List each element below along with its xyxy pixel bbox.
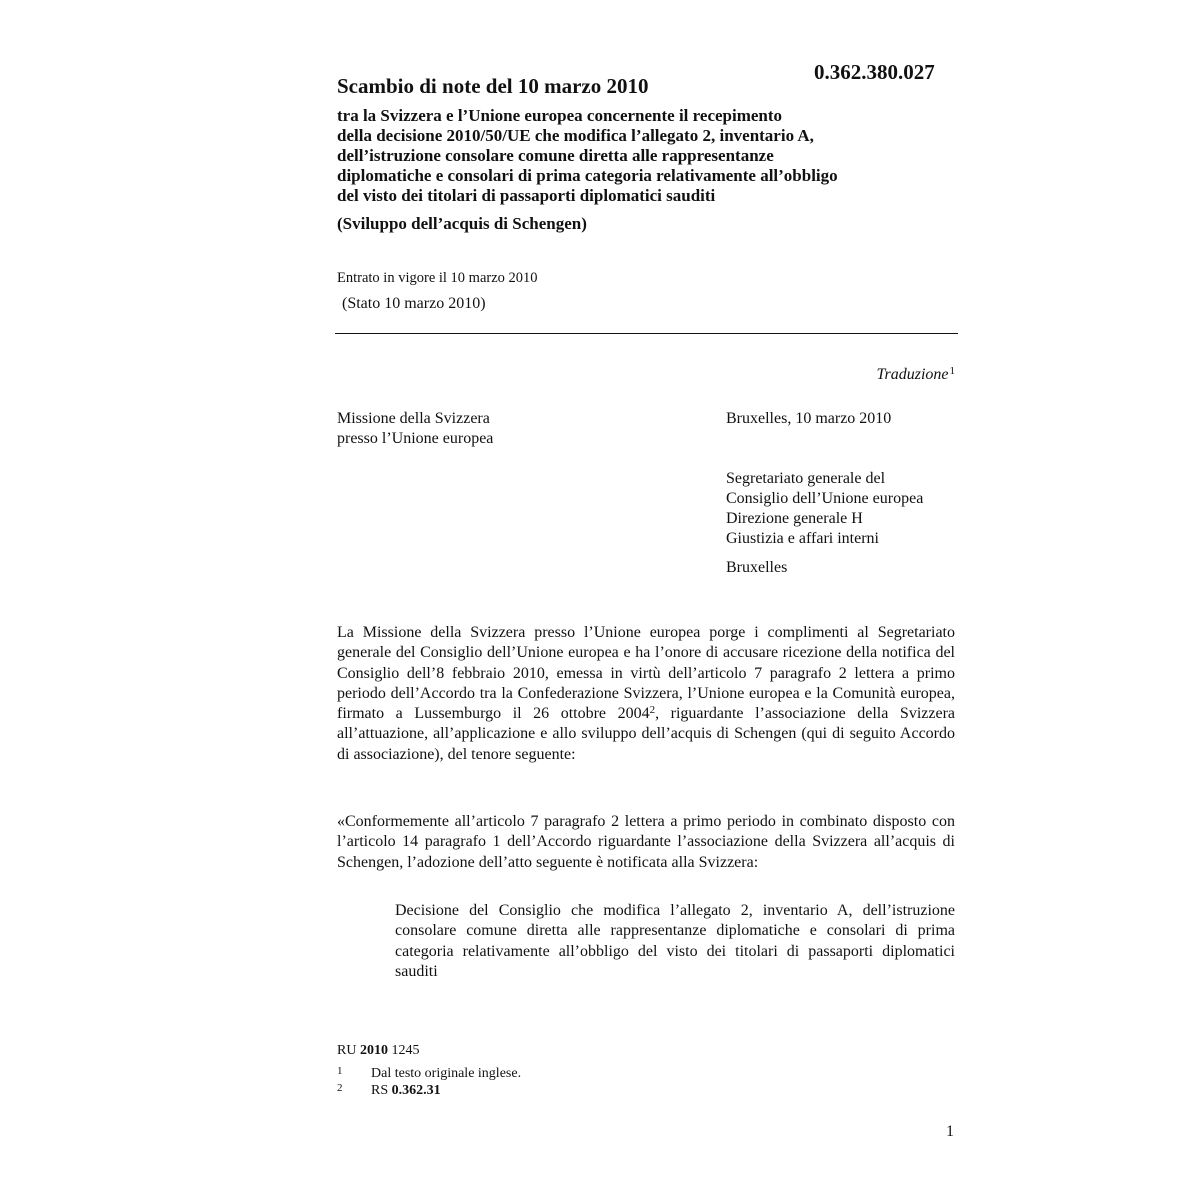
- footnote-number: 2: [337, 1082, 343, 1094]
- body-paragraph-2: «Conformemente all’articolo 7 paragrafo 2 lettera a primo periodo in combinato disposto con l’articolo 14 paragrafo 1 dell’Accordo riguardante l’associazione della Svizzera all’acquis di Schengen, l’adozione dell’atto seguente è notificata alla Svizzera:: [337, 813, 955, 871]
- footnote-text: RS: [371, 1083, 392, 1098]
- subtitle-line: del visto dei titolari di passaporti diplomatici sauditi: [337, 186, 716, 205]
- official-compilation-ref: [337, 1043, 419, 1059]
- footnote-2: [337, 1080, 441, 1099]
- document-subtitle: [337, 106, 967, 206]
- ru-year: 2010: [359, 1043, 388, 1058]
- footnote-text: Dal testo originale inglese.: [371, 1066, 522, 1081]
- sender-line: Missione della Svizzera: [337, 410, 490, 427]
- recipient-line: Consiglio dell’Unione europea: [726, 490, 924, 507]
- header-divider: [335, 333, 958, 334]
- footnote-number: 1: [337, 1065, 343, 1077]
- document-subtitle-schengen: (Sviluppo dell’acquis di Schengen): [337, 214, 587, 233]
- body-paragraph-1: [337, 623, 955, 765]
- recipient-address: [726, 469, 923, 549]
- ru-prefix: RU: [337, 1043, 357, 1058]
- translation-note: [700, 365, 955, 384]
- entry-into-force: Entrato in vigore il 10 marzo 2010: [337, 270, 538, 286]
- recipient-city: Bruxelles: [726, 559, 788, 576]
- translation-label: Traduzione: [876, 366, 949, 383]
- footnote-ref-bold: 0.362.31: [391, 1083, 441, 1098]
- sr-number: 0.362.380.027: [814, 60, 935, 84]
- subtitle-line: diplomatiche e consolari di prima categoria relativamente all’obbligo: [337, 166, 838, 185]
- subtitle-line: dell’istruzione consolare comune diretta alle rappresentanze: [337, 146, 774, 165]
- footnote-ref-1: 1: [949, 365, 955, 377]
- ru-page: 1245: [391, 1043, 420, 1058]
- status-date: (Stato 10 marzo 2010): [342, 295, 486, 312]
- page-number: 1: [946, 1123, 954, 1140]
- paragraph-text: La Missione della Svizzera presso l’Unione europea porge i complimenti al Segretariato generale del Consiglio dell’Unione europea e ha l’onore di accusare ricezione della notifica del Consiglio dell’8 febbraio 2010, emessa in virtù dell’articolo 7 paragrafo 2 lettera a primo periodo dell’Accordo tra la Confederazione Svizzera, l’Unione europea e la Comunità europea, firmato a Lussemburgo il 26 ottobre 2004: [337, 624, 955, 723]
- sender-address: [337, 409, 493, 449]
- footnote-ref-2: 2: [649, 704, 656, 717]
- recipient-line: Segretariato generale del: [726, 470, 886, 487]
- sender-line: presso l’Unione europea: [337, 430, 494, 447]
- subtitle-line: tra la Svizzera e l’Unione europea concernente il recepimento: [337, 106, 783, 125]
- place-date: Bruxelles, 10 marzo 2010: [726, 410, 892, 427]
- recipient-line: Direzione generale H: [726, 510, 863, 527]
- subtitle-line: della decisione 2010/50/UE che modifica l’allegato 2, inventario A,: [337, 126, 814, 145]
- paragraph-text: , riguardante l’associazione della Svizzera all’attuazione, all’applicazione e allo sviluppo dell’acquis di Schengen (qui di seguito Accordo di associazione), del tenore seguente:: [337, 705, 955, 763]
- recipient-line: Giustizia e affari interni: [726, 530, 879, 547]
- quoted-decision: Decisione del Consiglio che modifica l’allegato 2, inventario A, dell’istruzione consolare comune diretta alle rappresentanze diplomatiche e consolari di prima categoria relativamente all’obbligo del visto dei titolari di passaporti diplomatici sauditi: [395, 902, 955, 980]
- document-title: Scambio di note del 10 marzo 2010: [337, 74, 649, 98]
